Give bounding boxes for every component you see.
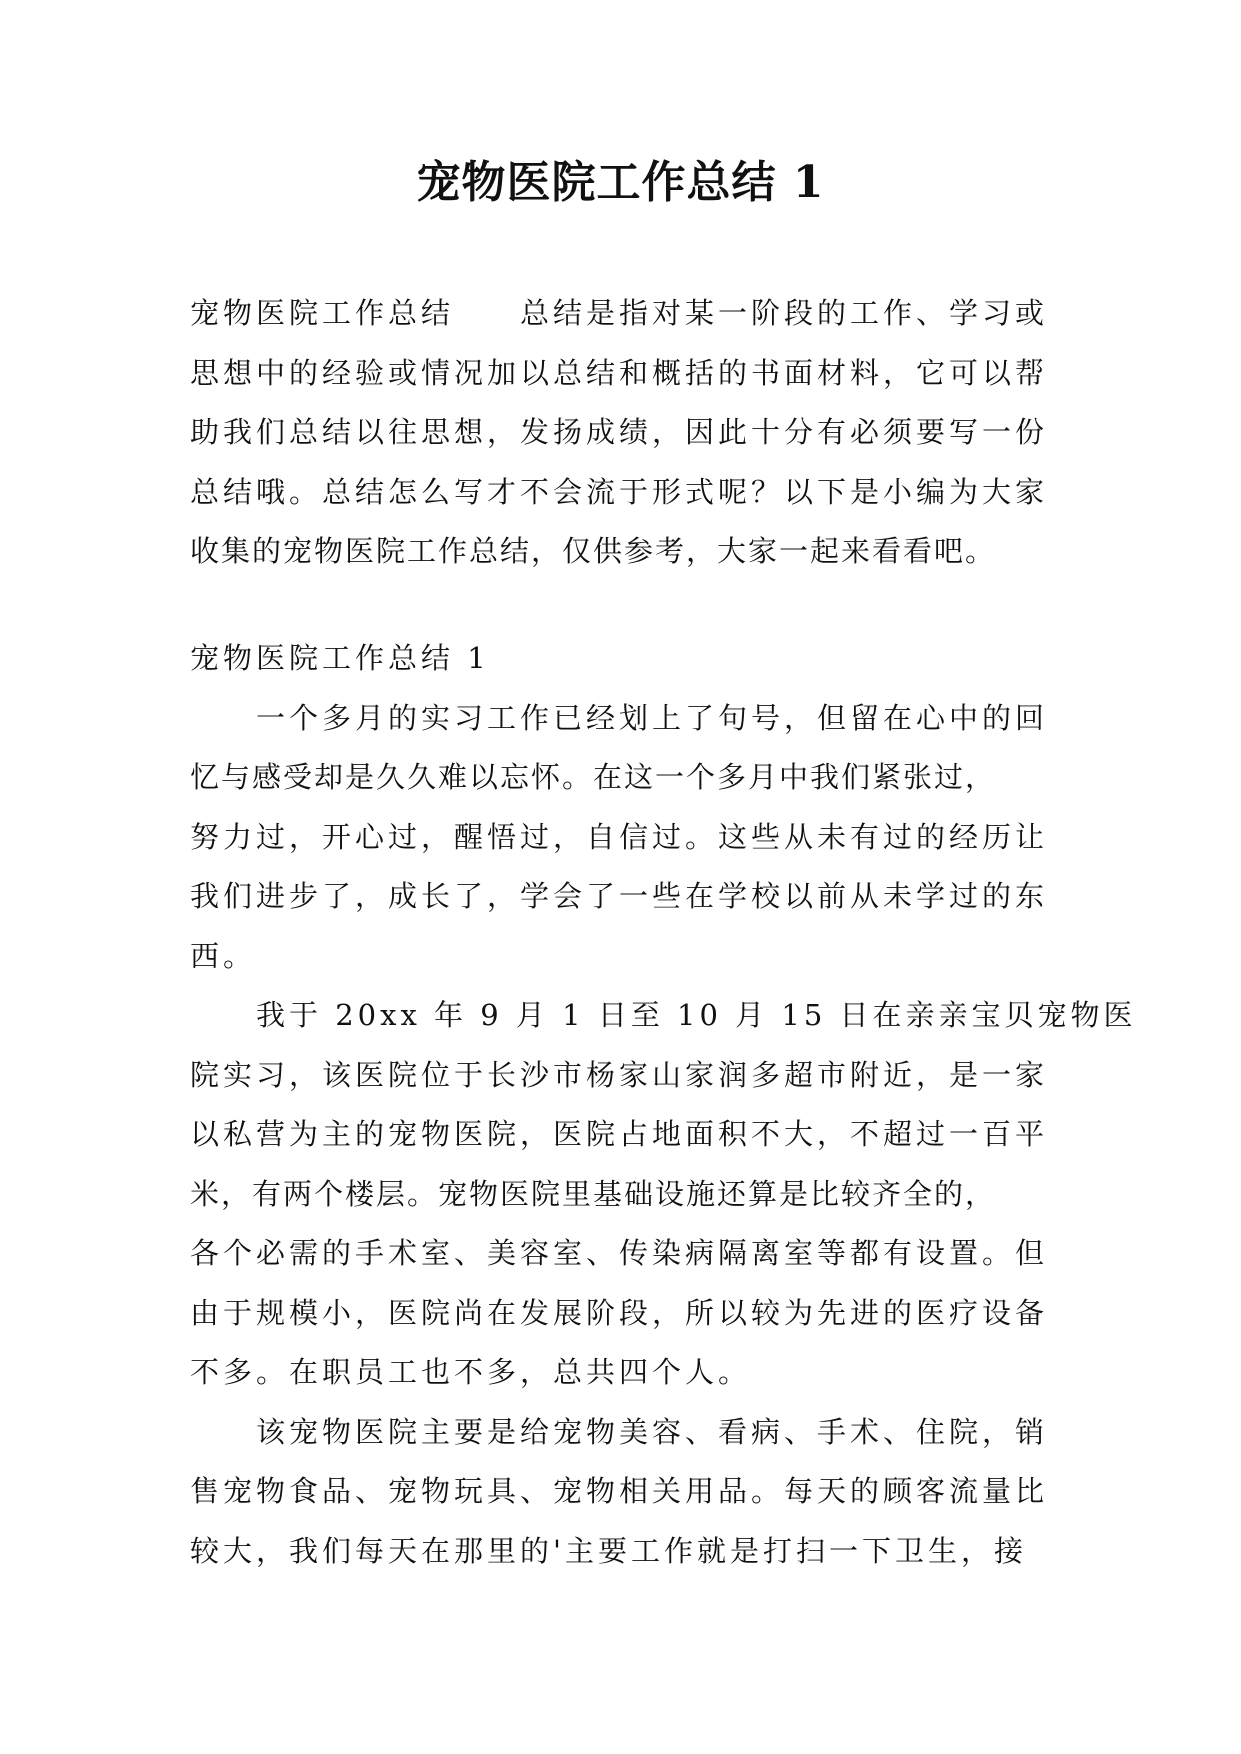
text-line: 努力过，开心过，醒悟过，自信过。这些从未有过的经历让: [190, 820, 1049, 854]
text-line: 由于规模小，医院尚在发展阶段，所以较为先进的医疗设备: [190, 1296, 1049, 1330]
text-line: 总结哦。总结怎么写才不会流于形式呢？以下是小编为大家: [190, 475, 1049, 509]
text-line: 思想中的经验或情况加以总结和概括的书面材料，它可以帮: [190, 356, 1049, 390]
text-line: 以私营为主的宠物医院，医院占地面积不大，不超过一百平: [190, 1117, 1049, 1151]
text-line: 售宠物食品、宠物玩具、宠物相关用品。每天的顾客流量比: [190, 1474, 1049, 1508]
text-line: 米，有两个楼层。宠物医院里基础设施还算是比较齐全的，: [190, 1177, 997, 1211]
section-heading: 宠物医院工作总结 1: [190, 641, 490, 675]
text-line: 我们进步了，成长了，学会了一些在学校以前从未学过的东: [190, 879, 1049, 913]
text-line: 较大，我们每天在那里的'主要工作就是打扫一下卫生，接: [190, 1534, 1027, 1568]
text-line: 宠物医院工作总结 总结是指对某一阶段的工作、学习或: [190, 296, 1049, 330]
text-line: 一个多月的实习工作已经划上了句号，但留在心中的回: [190, 701, 1049, 735]
text-line: 忆与感受却是久久难以忘怀。在这一个多月中我们紧张过，: [190, 760, 997, 794]
text-line: 收集的宠物医院工作总结，仅供参考，大家一起来看看吧。: [190, 534, 997, 568]
document-title: 宠物医院工作总结 1: [416, 157, 825, 208]
text-line: 我于 20xx 年 9 月 1 日至 10 月 15 日在亲亲宝贝宠物医: [190, 998, 1137, 1032]
text-line: 各个必需的手术室、美容室、传染病隔离室等都有设置。但: [190, 1236, 1049, 1270]
text-line: 助我们总结以往思想，发扬成绩，因此十分有必须要写一份: [190, 415, 1049, 449]
text-line: 西。: [190, 939, 257, 973]
text-line: 不多。在职员工也不多，总共四个人。: [190, 1355, 752, 1389]
text-line: 该宠物医院主要是给宠物美容、看病、手术、住院，销: [190, 1415, 1049, 1449]
text-line: 院实习，该医院位于长沙市杨家山家润多超市附近，是一家: [190, 1058, 1049, 1092]
